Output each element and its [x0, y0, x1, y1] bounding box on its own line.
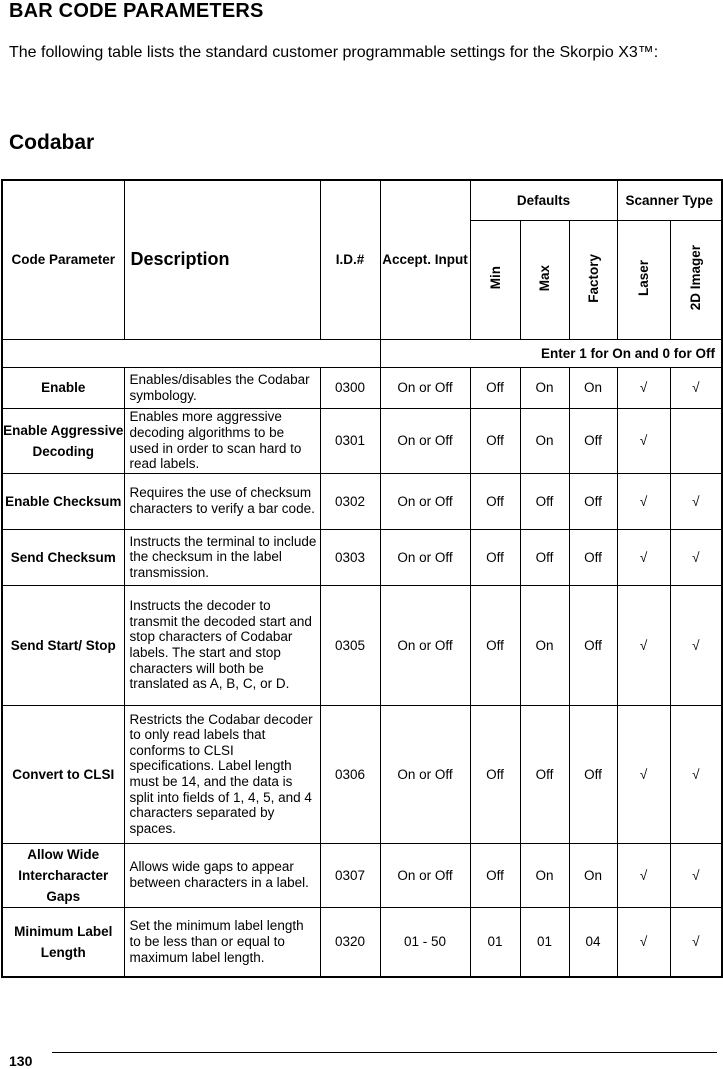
header-description: Description — [124, 180, 320, 339]
imager-check: √ — [670, 367, 722, 408]
description: Enables/disables the Codabar symbology. — [124, 367, 320, 408]
header-accept-input: Accept. Input — [380, 180, 470, 339]
description: Requires the use of checksum characters to verify a bar code. — [124, 473, 320, 529]
code-parameter: Minimum Label Length — [2, 907, 124, 977]
imager-check: √ — [670, 705, 722, 843]
laser-check: √ — [617, 529, 670, 585]
table-row — [2, 585, 722, 705]
default-min: 01 — [470, 907, 520, 977]
default-factory: Off — [569, 529, 617, 585]
id-number: 0306 — [320, 705, 380, 843]
id-number: 0320 — [320, 907, 380, 977]
table-row — [2, 843, 722, 907]
default-min: Off — [470, 473, 520, 529]
code-parameter: Enable Checksum — [2, 473, 124, 529]
imager-check: √ — [670, 843, 722, 907]
page-heading: BAR CODE PARAMETERS — [9, 0, 264, 22]
header-laser: Laser — [617, 220, 670, 339]
default-max: Off — [520, 473, 569, 529]
laser-check: √ — [617, 907, 670, 977]
default-factory: Off — [569, 473, 617, 529]
default-max: On — [520, 408, 569, 473]
laser-check: √ — [617, 367, 670, 408]
accept-input: 01 - 50 — [380, 907, 470, 977]
on-off-note: Enter 1 for On and 0 for Off — [380, 339, 722, 367]
laser-check: √ — [617, 473, 670, 529]
default-min: Off — [470, 367, 520, 408]
code-parameter: Send Start/ Stop — [2, 585, 124, 705]
laser-check: √ — [617, 585, 670, 705]
id-number: 0301 — [320, 408, 380, 473]
default-max: On — [520, 843, 569, 907]
default-max: On — [520, 367, 569, 408]
description: Instructs the decoder to transmit the decoded start and stop characters of Codabar labels. The start and stop characters will both be translated as A, B, C, or D. — [124, 585, 320, 705]
default-max: On — [520, 585, 569, 705]
id-number: 0303 — [320, 529, 380, 585]
default-factory: On — [569, 843, 617, 907]
id-number: 0300 — [320, 367, 380, 408]
accept-input: On or Off — [380, 529, 470, 585]
parameters-table — [1, 179, 723, 978]
code-parameter: Convert to CLSI — [2, 705, 124, 843]
table-row — [2, 473, 722, 529]
table-row — [2, 529, 722, 585]
accept-input: On or Off — [380, 585, 470, 705]
header-scanner-type: Scanner Type — [617, 180, 722, 220]
accept-input: On or Off — [380, 705, 470, 843]
default-min: Off — [470, 529, 520, 585]
imager-check: √ — [670, 529, 722, 585]
default-factory: Off — [569, 585, 617, 705]
intro-paragraph: The following table lists the standard customer programmable settings for the Skorpio X3™: — [9, 44, 659, 61]
code-parameter: Allow Wide Intercharacter Gaps — [2, 843, 124, 907]
default-max: Off — [520, 705, 569, 843]
section-title: Codabar — [9, 131, 95, 154]
laser-check: √ — [617, 843, 670, 907]
description: Set the minimum label length to be less than or equal to maximum label length. — [124, 907, 320, 977]
header-id: I.D.# — [320, 180, 380, 339]
imager-check: √ — [670, 473, 722, 529]
code-parameter: Send Checksum — [2, 529, 124, 585]
default-max: 01 — [520, 907, 569, 977]
default-min: Off — [470, 705, 520, 843]
description: Restricts the Codabar decoder to only read labels that conforms to CLSI specifications. Label length must be 14, and the data is split into fields of 1, 4, 5, and 4 characters separated by spaces. — [124, 705, 320, 843]
imager-check — [670, 408, 722, 473]
default-max: Off — [520, 529, 569, 585]
accept-input: On or Off — [380, 843, 470, 907]
header-max: Max — [520, 220, 569, 339]
description: Instructs the terminal to include the checksum in the label transmission. — [124, 529, 320, 585]
default-factory: On — [569, 367, 617, 408]
accept-input: On or Off — [380, 367, 470, 408]
default-factory: Off — [569, 408, 617, 473]
header-2d-imager: 2D Imager — [670, 220, 722, 339]
default-min: Off — [470, 843, 520, 907]
default-min: Off — [470, 408, 520, 473]
header-min: Min — [470, 220, 520, 339]
imager-check: √ — [670, 907, 722, 977]
header-defaults: Defaults — [470, 180, 617, 220]
table-row — [2, 907, 722, 977]
note-spacer — [2, 339, 380, 367]
imager-check: √ — [670, 585, 722, 705]
default-min: Off — [470, 585, 520, 705]
table-row — [2, 408, 722, 473]
page-number: 130 — [9, 1053, 33, 1069]
footer-rule — [52, 1052, 717, 1053]
description: Enables more aggressive decoding algorithms to be used in order to scan hard to read labels. — [124, 408, 320, 473]
table-row — [2, 367, 722, 408]
default-factory: 04 — [569, 907, 617, 977]
accept-input: On or Off — [380, 408, 470, 473]
id-number: 0302 — [320, 473, 380, 529]
description: Allows wide gaps to appear between characters in a label. — [124, 843, 320, 907]
id-number: 0307 — [320, 843, 380, 907]
accept-input: On or Off — [380, 473, 470, 529]
default-factory: Off — [569, 705, 617, 843]
table-row — [2, 705, 722, 843]
code-parameter: Enable Aggressive Decoding — [2, 408, 124, 473]
header-factory: Factory — [569, 220, 617, 339]
id-number: 0305 — [320, 585, 380, 705]
header-code-parameter: Code Parameter — [2, 180, 124, 339]
laser-check: √ — [617, 705, 670, 843]
laser-check: √ — [617, 408, 670, 473]
code-parameter: Enable — [2, 367, 124, 408]
